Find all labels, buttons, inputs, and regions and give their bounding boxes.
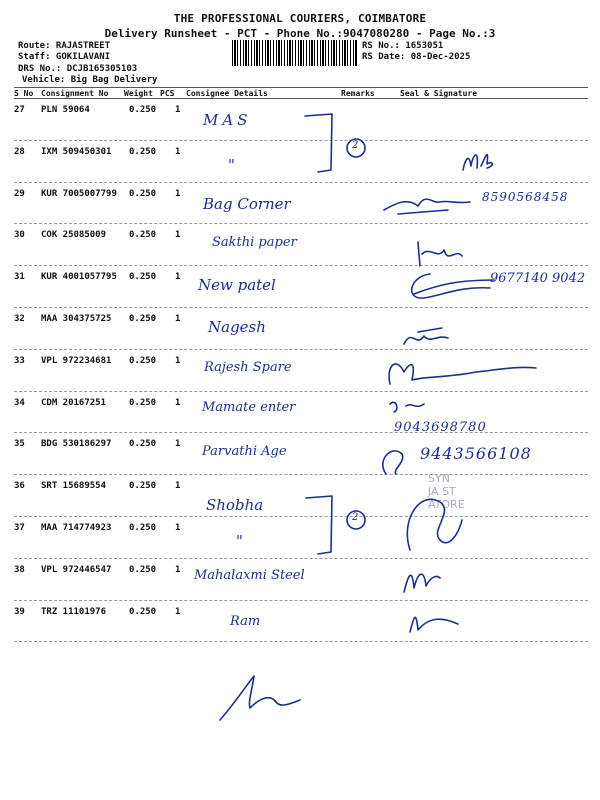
signature-33: [376, 350, 546, 394]
row-weight: 0.250: [129, 188, 157, 199]
row-pcs: 1: [175, 397, 181, 408]
row-weight: 0.250: [129, 314, 157, 324]
consignee-hand-36: Shobha: [206, 496, 264, 514]
company-title: THE PROFESSIONAL COURIERS, COIMBATORE: [173, 12, 427, 25]
footer-signature: [210, 668, 310, 728]
signature-phone-35: 9443566108: [420, 444, 532, 463]
row-pcs: 1: [175, 105, 181, 115]
row-sno: 33: [14, 355, 25, 366]
row-consignment-no: PLN 59064: [41, 105, 90, 115]
signature-34: [384, 392, 444, 420]
signature-29: [378, 180, 478, 220]
table-row: [14, 224, 588, 266]
row-sno: 29: [14, 188, 25, 199]
row-pcs: 1: [175, 146, 181, 157]
consignee-hand-39: Ram: [230, 614, 261, 629]
row-consignment-no: MAA 304375725: [41, 314, 112, 324]
header-rule-top: [14, 87, 588, 88]
row-weight: 0.250: [129, 146, 157, 157]
col-remarks: Remarks: [341, 89, 375, 98]
signature-38: [396, 558, 446, 598]
row-pcs: 1: [175, 606, 181, 617]
row-consignment-no: KUR 4001057795: [41, 272, 117, 283]
signature-35: [372, 440, 422, 480]
row-consignment-no: IXM 509450301: [41, 146, 112, 157]
table-row: [14, 308, 588, 350]
row-pcs: 1: [175, 523, 181, 533]
col-consignment: Consignment No: [41, 89, 109, 98]
consignee-hand-30: Sakthi paper: [212, 235, 297, 250]
row-consignment-no: TRZ 11101976: [41, 606, 107, 617]
signature-39: [404, 604, 464, 638]
consignee-hand-32: Nagesh: [208, 318, 266, 336]
row-consignment-no: BDG 530186297: [41, 439, 112, 450]
consignee-hand-29: Bag Corner: [203, 195, 291, 213]
row-weight: 0.250: [129, 230, 157, 241]
row-weight: 0.250: [129, 481, 157, 492]
row-sno: 28: [14, 146, 25, 157]
row-pcs: 1: [175, 314, 181, 324]
barcode: [232, 40, 358, 66]
row-pcs: 1: [175, 439, 181, 450]
row-sno: 37: [14, 523, 25, 533]
vehicle-label: Vehicle: Big Bag Delivery: [22, 75, 158, 85]
staff-label: Staff: GOKILAVANI: [18, 52, 111, 62]
row-consignment-no: CDM 20167251: [41, 397, 107, 408]
remark-mark-1: 2: [352, 140, 359, 151]
bracket-mark-1: [300, 108, 370, 178]
row-sno: 30: [14, 230, 25, 241]
row-pcs: 1: [175, 355, 181, 366]
col-consignee: Consignee Details: [186, 89, 268, 98]
col-weight: Weight: [124, 89, 153, 98]
row-consignment-no: SRT 15689554: [41, 481, 107, 492]
row-sno: 27: [14, 105, 25, 115]
table-row: [14, 392, 588, 434]
row-weight: 0.250: [129, 355, 157, 366]
bracket-mark-2: [300, 490, 370, 560]
consignee-hand-35: Parvathi Age: [202, 444, 287, 459]
row-weight: 0.250: [129, 564, 157, 575]
row-weight: 0.250: [129, 439, 157, 450]
signature-phone-34: 9043698780: [394, 420, 487, 435]
row-pcs: 1: [175, 272, 181, 283]
row-weight: 0.250: [129, 397, 157, 408]
signature-28: [455, 140, 505, 180]
row-divider: [14, 641, 588, 642]
runsheet-subtitle: Delivery Runsheet - PCT - Phone No.:9047080280 - Page No.:3: [104, 27, 496, 40]
company-stamp: SYN JA ST ATORE: [428, 472, 465, 511]
row-sno: 35: [14, 439, 25, 450]
row-consignment-no: VPL 972234681: [41, 355, 112, 366]
col-seal-signature: Seal & Signature: [400, 89, 478, 98]
consignee-hand-28: ": [228, 156, 235, 174]
consignee-hand-37: ": [236, 532, 243, 550]
row-pcs: 1: [175, 481, 181, 492]
rs-number: RS No.: 1653051: [362, 41, 444, 51]
consignee-hand-33: Rajesh Spare: [204, 360, 292, 375]
consignee-hand-34: Mamate enter: [202, 400, 296, 415]
col-sno: S No: [14, 89, 34, 98]
col-pcs: PCS: [160, 89, 175, 98]
signature-32: [398, 318, 458, 352]
drs-label: DRS No.: DCJB165305103: [18, 64, 138, 74]
signature-phone-29: 8590568458: [482, 190, 569, 204]
consignee-hand-38: Mahalaxmi Steel: [194, 568, 305, 583]
row-consignment-no: MAA 714774923: [41, 523, 112, 533]
row-sno: 39: [14, 606, 25, 617]
row-sno: 34: [14, 397, 25, 408]
row-sno: 36: [14, 481, 25, 492]
signature-phone-31: 9677140 9042: [490, 271, 586, 286]
signature-31: [400, 266, 500, 310]
row-pcs: 1: [175, 230, 181, 241]
consignee-hand-27: MAS: [203, 111, 252, 129]
table-row: [14, 601, 588, 643]
row-sno: 32: [14, 314, 25, 324]
remark-mark-2: 2: [352, 512, 359, 523]
row-weight: 0.250: [129, 272, 157, 283]
row-sno: 31: [14, 272, 25, 283]
row-consignment-no: KUR 7005007799: [41, 188, 117, 199]
row-sno: 38: [14, 564, 25, 575]
row-consignment-no: COK 25085009: [41, 230, 107, 241]
route-label: Route: RAJASTREET: [18, 41, 111, 51]
rs-date: RS Date: 08-Dec-2025: [362, 52, 471, 62]
row-weight: 0.250: [129, 606, 157, 617]
row-pcs: 1: [175, 188, 181, 199]
consignee-hand-31: New patel: [198, 276, 276, 294]
row-weight: 0.250: [129, 523, 157, 533]
row-pcs: 1: [175, 564, 181, 575]
row-consignment-no: VPL 972446547: [41, 564, 112, 575]
signature-36: [400, 480, 470, 560]
row-weight: 0.250: [129, 105, 157, 115]
